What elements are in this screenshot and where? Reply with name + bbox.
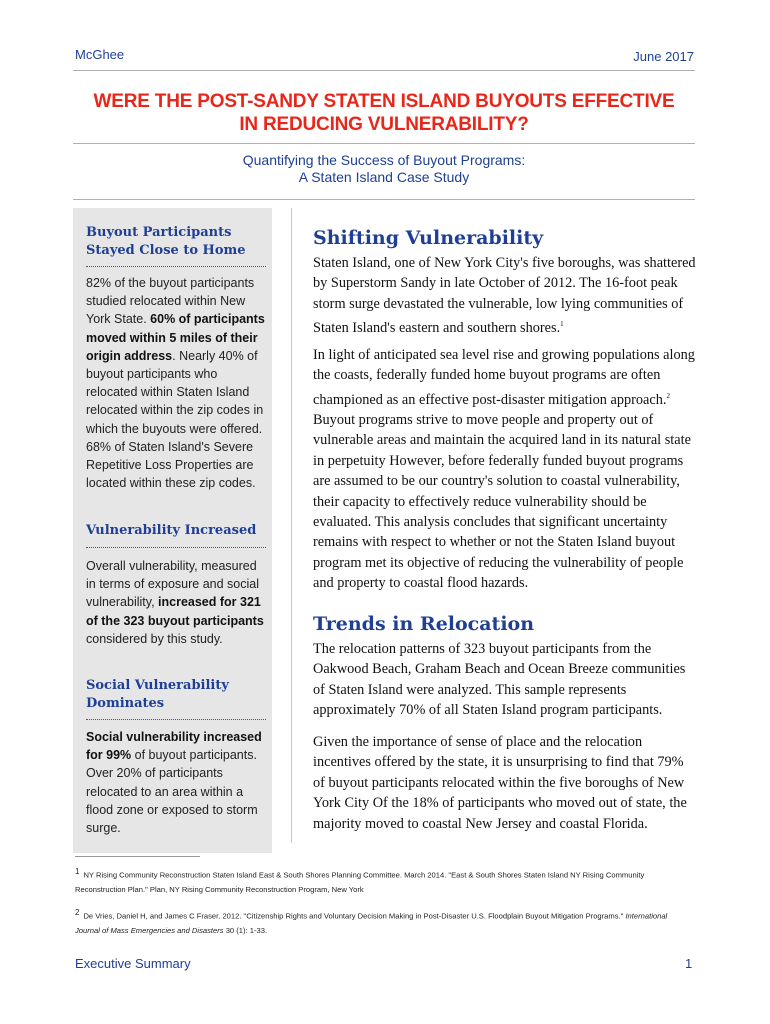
page-subtitle xyxy=(73,152,695,186)
section-heading-trends-in-relocation: Trends in Relocation xyxy=(313,613,535,635)
sidebar-dotted-divider xyxy=(86,266,266,267)
column-divider xyxy=(291,208,292,843)
footnote-1: 1 NY Rising Community Reconstruction Staten Island East & South Shores Planning Committee. March 2014. "East & South Shores Staten Island NY Rising Community Reconstruction Plan." Plan, NY Rising Community Reconstruction Program, New York xyxy=(75,867,645,894)
footnote-ref[interactable]: 1 xyxy=(560,320,564,329)
paragraph: Given the importance of sense of place and the relocation incentives offered by the state, it is unsurprising to find that 79% of buyout participants relocated within the five boroughs of New York City Of the 18% of participants who moved out of state, the majority moved to coastal New Jersey and coastal Florida. xyxy=(313,734,687,832)
sidebar-heading-vulnerability-increased: Vulnerability Increased xyxy=(86,523,257,538)
sidebar-heading-close-to-home: Buyout Participants Stayed Close to Home xyxy=(86,225,246,258)
sidebar-text-social-vulnerability: Social vulnerability increased for 99% of buyout participants. Over 20% of participants relocated to an area within a flood zone or exposed to storm surge. xyxy=(86,730,262,836)
sidebar-text-vulnerability-increased: Overall vulnerability, measured in terms of exposure and social vulnerability, increased for 321 of the 323 buyout participants considered by this study. xyxy=(86,559,264,646)
header-author: McGhee xyxy=(75,47,125,62)
paragraph: Staten Island, one of New York City's five boroughs, was shattered by Superstorm Sandy in late October of 2012. The 16-foot peak storm surge devastated the vulnerable, low lying communities of Staten Island's eastern and southern shores.$^1$ xyxy=(313,255,696,336)
subtitle-rule xyxy=(73,199,695,200)
subtitle-line-1: Quantifying the Success of Buyout Programs: xyxy=(242,152,526,168)
footer-section-label: Executive Summary xyxy=(75,956,191,971)
title-line-2: IN REDUCING VULNERABILITY? xyxy=(239,114,529,135)
paragraph: In light of anticipated sea level rise and growing populations along the coasts, federally funded home buyout programs are often championed as an effective post-disaster mitigation approach.$^2$ Buyout programs strive to move people and property out of vulnerable areas and maintain the acquired land in its natural state in perpetuity However, before federally funded buyout programs are assumed to be our country's solution to coastal vulnerability, their capacity to effectively reduce vulnerability should be evaluated. This analysis concludes that significant uncertainty remains with respect to whether or not the Staten Island buyout program met its objective of reducing the vulnerability of people and property to coastal flood hazards. xyxy=(313,347,695,592)
footnote-rule xyxy=(75,856,200,857)
paragraph: The relocation patterns of 323 buyout participants from the Oakwood Beach, Graham Beach and Ocean Breeze communities of Staten Island were analyzed. This sample represents approximately 70% of all Staten Island program participants. xyxy=(313,641,686,719)
footnote-ref[interactable]: 2 xyxy=(666,391,670,400)
sidebar-heading-social-vulnerability: Social Vulnerability Dominates xyxy=(86,678,229,711)
sidebar-text-close-to-home: 82% of the buyout participants studied relocated within New York State. 60% of participants moved within 5 miles of their origin address. Nearly 40% of buyout participants who relocated within Staten Island relocated within the zip codes in which the buyouts were offered. 68% of Staten Island's Severe Repetitive Loss Properties are located within these zip codes. xyxy=(86,276,265,491)
section-heading-shifting-vulnerability: Shifting Vulnerability xyxy=(313,227,544,249)
title-line-1: WERE THE POST-SANDY STATEN ISLAND BUYOUTS EFFECTIVE xyxy=(93,91,675,112)
sidebar-dotted-divider xyxy=(86,547,266,548)
page-title xyxy=(73,90,695,136)
sidebar-dotted-divider xyxy=(86,719,266,720)
header-rule xyxy=(73,70,695,71)
page-number: 1 xyxy=(685,956,693,971)
subtitle-line-2: A Staten Island Case Study xyxy=(298,169,470,185)
footnote-2: 2 De Vries, Daniel H, and James C Fraser. 2012. "Citizenship Rights and Voluntary Decision Making in Post-Disaster U.S. Floodplain Buyout Mitigation Programs." International Journal of Mass Emergencies and Disasters 30 (1): 1-33. xyxy=(75,908,668,935)
header-date: June 2017 xyxy=(633,49,694,64)
title-rule xyxy=(73,143,695,144)
